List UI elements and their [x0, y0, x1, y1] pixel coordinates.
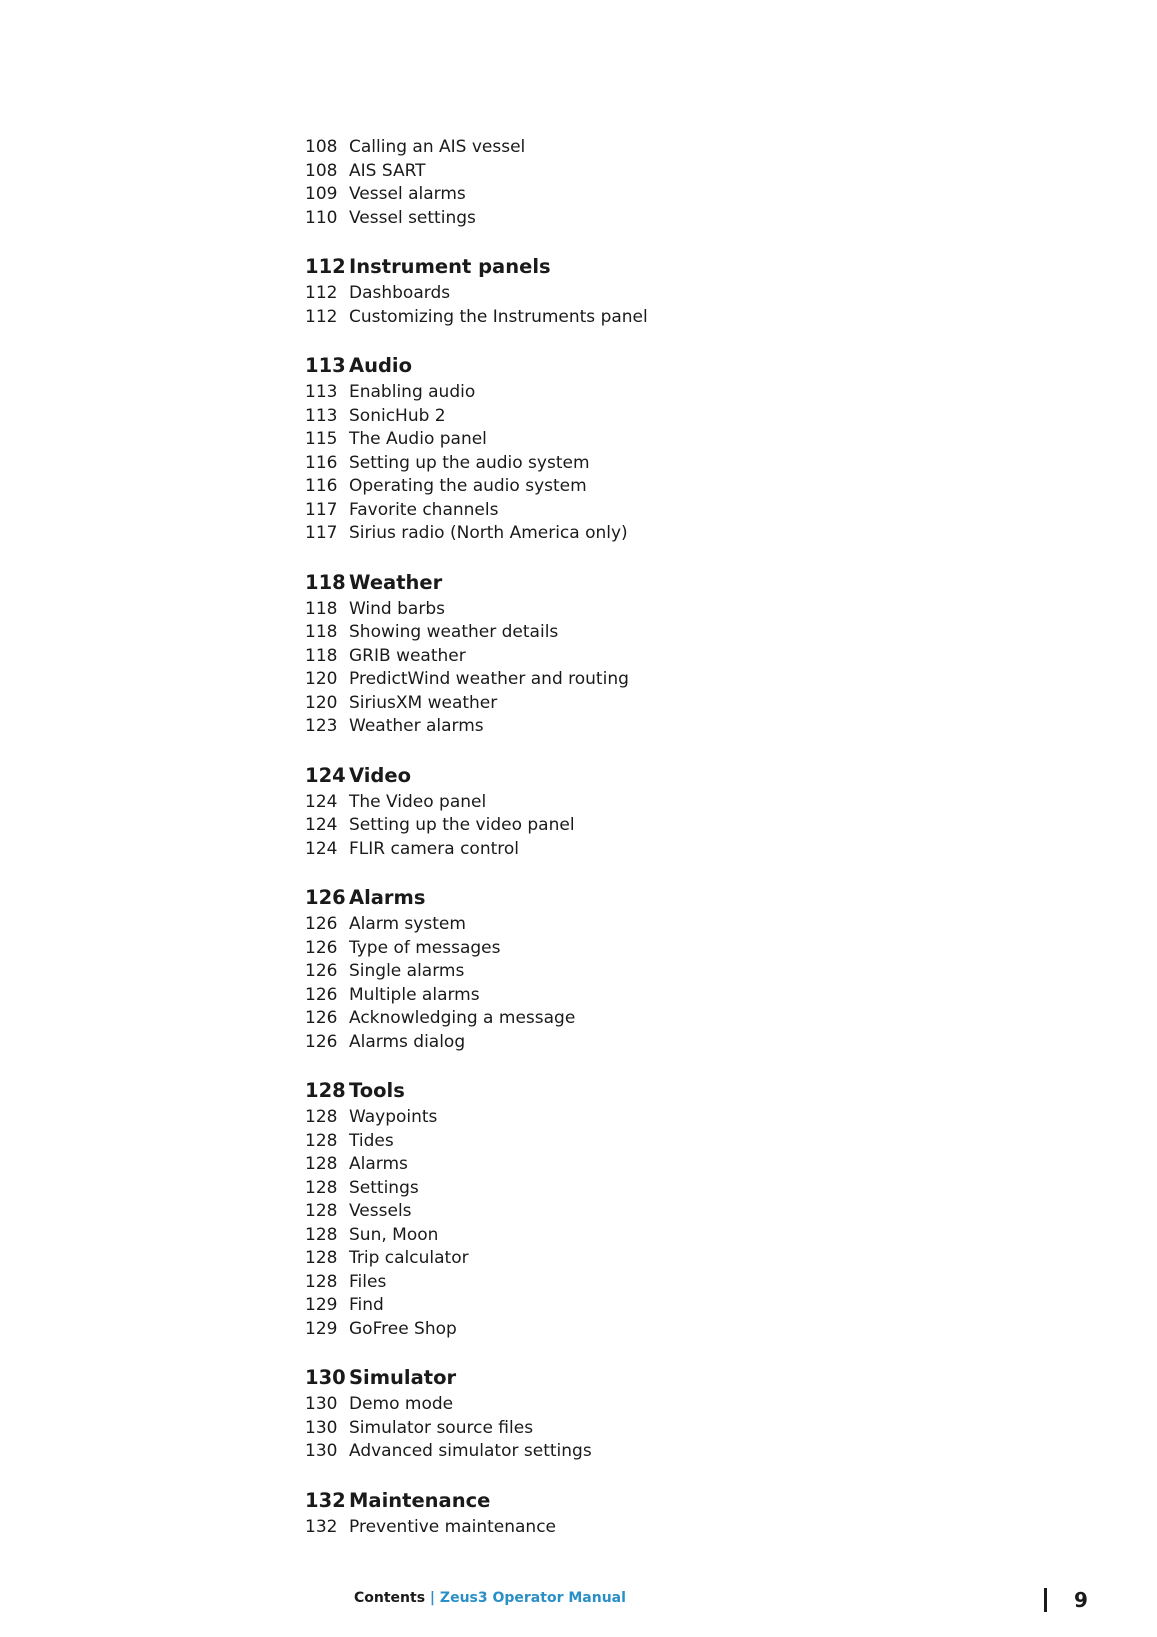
page-number: 9	[1074, 1588, 1088, 1612]
entry-page-number: 123	[305, 716, 338, 736]
entry-page-number: 126	[305, 961, 338, 981]
toc-entry[interactable]	[305, 1007, 945, 1031]
entry-title: Files	[349, 1271, 387, 1292]
footer-separator: |	[429, 1590, 436, 1606]
entry-page-number: 112	[305, 306, 338, 327]
entry-page-number: 115	[305, 429, 338, 449]
entry-title: Alarms dialog	[349, 1031, 466, 1052]
entry-title: Dashboards	[349, 283, 451, 303]
entry-title: Type of messages	[349, 937, 501, 958]
toc-entry[interactable]	[305, 405, 945, 429]
entry-title: GRIB weather	[349, 645, 466, 666]
toc-entry[interactable]	[305, 160, 945, 184]
entry-page-number: 118	[305, 622, 338, 642]
entry-title: Operating the audio system	[349, 476, 587, 496]
footer-section-label: Contents	[354, 1590, 426, 1606]
toc-entry[interactable]	[305, 1106, 945, 1130]
entry-page-number: 108	[305, 137, 338, 157]
entry-title: SiriusXM weather	[349, 692, 498, 713]
entry-page-number: 128	[305, 1107, 338, 1127]
toc-entry[interactable]	[305, 1516, 945, 1540]
toc-entry[interactable]	[305, 692, 945, 716]
entry-title: Setting up the video panel	[349, 815, 575, 835]
entry-title: Favorite channels	[349, 499, 499, 520]
toc-entry[interactable]	[305, 306, 945, 330]
toc-section	[305, 353, 945, 546]
section-title: Simulator	[349, 1366, 457, 1389]
toc-entry[interactable]	[305, 1271, 945, 1295]
entry-page-number: 117	[305, 499, 338, 520]
entry-page-number: 128	[305, 1224, 338, 1245]
entry-page-number: 112	[305, 283, 338, 303]
toc-entry[interactable]	[305, 984, 945, 1008]
toc-section	[305, 254, 945, 329]
entry-page-number: 113	[305, 382, 338, 402]
toc-entry[interactable]	[305, 1417, 945, 1441]
entry-page-number: 129	[305, 1318, 338, 1339]
entry-title: Alarm system	[349, 914, 466, 934]
section-page-number: 126	[305, 886, 346, 909]
entry-title: Find	[349, 1295, 384, 1315]
entry-title: Vessel settings	[349, 207, 476, 228]
toc-entry[interactable]	[305, 1031, 945, 1055]
toc-section-heading[interactable]	[305, 763, 945, 789]
footer	[354, 1589, 626, 1607]
footer-manual-title: Zeus3 Operator Manual	[439, 1590, 626, 1606]
entry-page-number: 130	[305, 1417, 338, 1438]
entry-page-number: 109	[305, 184, 338, 204]
toc-entry[interactable]	[305, 183, 945, 207]
toc-entry[interactable]	[305, 282, 945, 306]
entry-page-number: 124	[305, 838, 338, 859]
entry-page-number: 130	[305, 1441, 338, 1461]
toc-entry[interactable]	[305, 645, 945, 669]
section-title: Weather	[349, 570, 443, 594]
entry-title: Alarms	[349, 1154, 408, 1174]
toc-entry[interactable]	[305, 598, 945, 622]
entry-title: Showing weather details	[349, 622, 559, 642]
entry-page-number: 128	[305, 1201, 338, 1221]
toc-entry[interactable]	[305, 1294, 945, 1318]
entry-title: SonicHub 2	[349, 405, 446, 426]
toc-entry[interactable]	[305, 1177, 945, 1201]
toc-entry[interactable]	[305, 1200, 945, 1224]
entry-page-number: 130	[305, 1394, 338, 1414]
toc-entry[interactable]	[305, 913, 945, 937]
section-title: Video	[349, 763, 412, 787]
toc-entry[interactable]	[305, 1247, 945, 1271]
entry-page-number: 126	[305, 1008, 338, 1028]
entry-page-number: 128	[305, 1130, 338, 1151]
toc-entry[interactable]	[305, 381, 945, 405]
section-page-number: 113	[305, 354, 346, 377]
entry-page-number: 116	[305, 452, 338, 473]
entry-title: Acknowledging a message	[349, 1008, 576, 1028]
toc-section	[305, 1078, 945, 1341]
entry-title: Setting up the audio system	[349, 452, 590, 473]
entry-page-number: 108	[305, 160, 338, 181]
toc-section-heading[interactable]	[305, 1078, 945, 1104]
toc-section-heading[interactable]	[305, 353, 945, 379]
entry-title: Sun, Moon	[349, 1224, 439, 1245]
entry-page-number: 117	[305, 523, 338, 543]
entry-page-number: 118	[305, 645, 338, 666]
toc-section-heading[interactable]	[305, 885, 945, 911]
section-title: Instrument panels	[349, 255, 551, 278]
toc-entry[interactable]	[305, 1440, 945, 1464]
entry-title: Tides	[349, 1130, 394, 1151]
entry-title: The Audio panel	[349, 429, 487, 449]
entry-title: Simulator source files	[349, 1417, 534, 1438]
toc-section-heading[interactable]	[305, 254, 945, 280]
toc-entry[interactable]	[305, 428, 945, 452]
entry-title: Advanced simulator settings	[349, 1441, 592, 1461]
entry-page-number: 128	[305, 1177, 338, 1198]
entry-page-number: 113	[305, 405, 338, 426]
toc-section-heading[interactable]	[305, 570, 945, 596]
entry-title: Settings	[349, 1177, 419, 1198]
toc-entry[interactable]	[305, 668, 945, 692]
toc-entry[interactable]	[305, 791, 945, 815]
toc-section	[305, 885, 945, 1054]
entry-title: Preventive maintenance	[349, 1516, 557, 1537]
toc-entry[interactable]	[305, 522, 945, 546]
entry-page-number: 110	[305, 207, 338, 228]
toc-section	[305, 1488, 945, 1540]
entry-page-number: 116	[305, 476, 338, 496]
toc-section-heading[interactable]	[305, 1488, 945, 1514]
toc-entry[interactable]	[305, 814, 945, 838]
entry-title: PredictWind weather and routing	[349, 669, 629, 689]
toc-entry[interactable]	[305, 452, 945, 476]
entry-title: AIS SART	[349, 160, 426, 181]
entry-title: Vessels	[349, 1201, 412, 1221]
entry-title: Customizing the Instruments panel	[349, 306, 648, 327]
toc-section	[305, 570, 945, 739]
entry-page-number: 120	[305, 669, 338, 689]
entry-page-number: 126	[305, 937, 338, 958]
entry-page-number: 128	[305, 1271, 338, 1292]
entry-page-number: 118	[305, 598, 338, 619]
toc-section	[305, 1365, 945, 1464]
footer-divider-bar	[1044, 1588, 1047, 1612]
entry-title: Trip calculator	[349, 1248, 469, 1268]
table-of-contents	[305, 136, 945, 1539]
entry-page-number: 124	[305, 791, 338, 812]
entry-title: Enabling audio	[349, 382, 476, 402]
entry-title: Vessel alarms	[349, 184, 466, 204]
section-title: Maintenance	[349, 1488, 491, 1512]
entry-page-number: 120	[305, 692, 338, 713]
toc-entry[interactable]	[305, 838, 945, 862]
section-page-number: 128	[305, 1079, 346, 1102]
toc-entry[interactable]	[305, 136, 945, 160]
section-page-number: 132	[305, 1488, 346, 1512]
entry-title: Demo mode	[349, 1394, 454, 1414]
section-page-number: 112	[305, 255, 346, 278]
toc-section	[305, 763, 945, 862]
entry-title: Wind barbs	[349, 598, 445, 619]
entry-page-number: 128	[305, 1248, 338, 1268]
entry-title: Multiple alarms	[349, 984, 480, 1005]
toc-entry[interactable]	[305, 1153, 945, 1177]
entry-title: Calling an AIS vessel	[349, 137, 526, 157]
entry-page-number: 132	[305, 1516, 338, 1537]
section-title: Alarms	[349, 886, 426, 909]
entry-page-number: 128	[305, 1154, 338, 1174]
section-title: Audio	[349, 354, 413, 377]
toc-entry[interactable]	[305, 960, 945, 984]
toc-entry[interactable]	[305, 207, 945, 231]
toc-entry[interactable]	[305, 621, 945, 645]
entry-page-number: 126	[305, 984, 338, 1005]
entry-title: GoFree Shop	[349, 1318, 457, 1339]
entry-page-number: 126	[305, 1031, 338, 1052]
toc-entry[interactable]	[305, 1224, 945, 1248]
toc-section	[305, 136, 945, 230]
entry-title: The Video panel	[349, 791, 487, 812]
entry-title: Single alarms	[349, 961, 465, 981]
toc-entry[interactable]	[305, 715, 945, 739]
entry-title: Waypoints	[349, 1107, 438, 1127]
entry-page-number: 129	[305, 1295, 338, 1315]
toc-entry[interactable]	[305, 1130, 945, 1154]
toc-entry[interactable]	[305, 499, 945, 523]
entry-title: Sirius radio (North America only)	[349, 523, 628, 543]
entry-page-number: 124	[305, 815, 338, 835]
entry-title: Weather alarms	[349, 716, 484, 736]
toc-entry[interactable]	[305, 937, 945, 961]
toc-entry[interactable]	[305, 475, 945, 499]
toc-section-heading[interactable]	[305, 1365, 945, 1391]
section-page-number: 124	[305, 763, 346, 787]
section-title: Tools	[349, 1079, 405, 1102]
entry-page-number: 126	[305, 914, 338, 934]
section-page-number: 118	[305, 570, 346, 594]
entry-title: FLIR camera control	[349, 838, 519, 859]
section-page-number: 130	[305, 1366, 346, 1389]
toc-entry[interactable]	[305, 1393, 945, 1417]
toc-entry[interactable]	[305, 1318, 945, 1342]
